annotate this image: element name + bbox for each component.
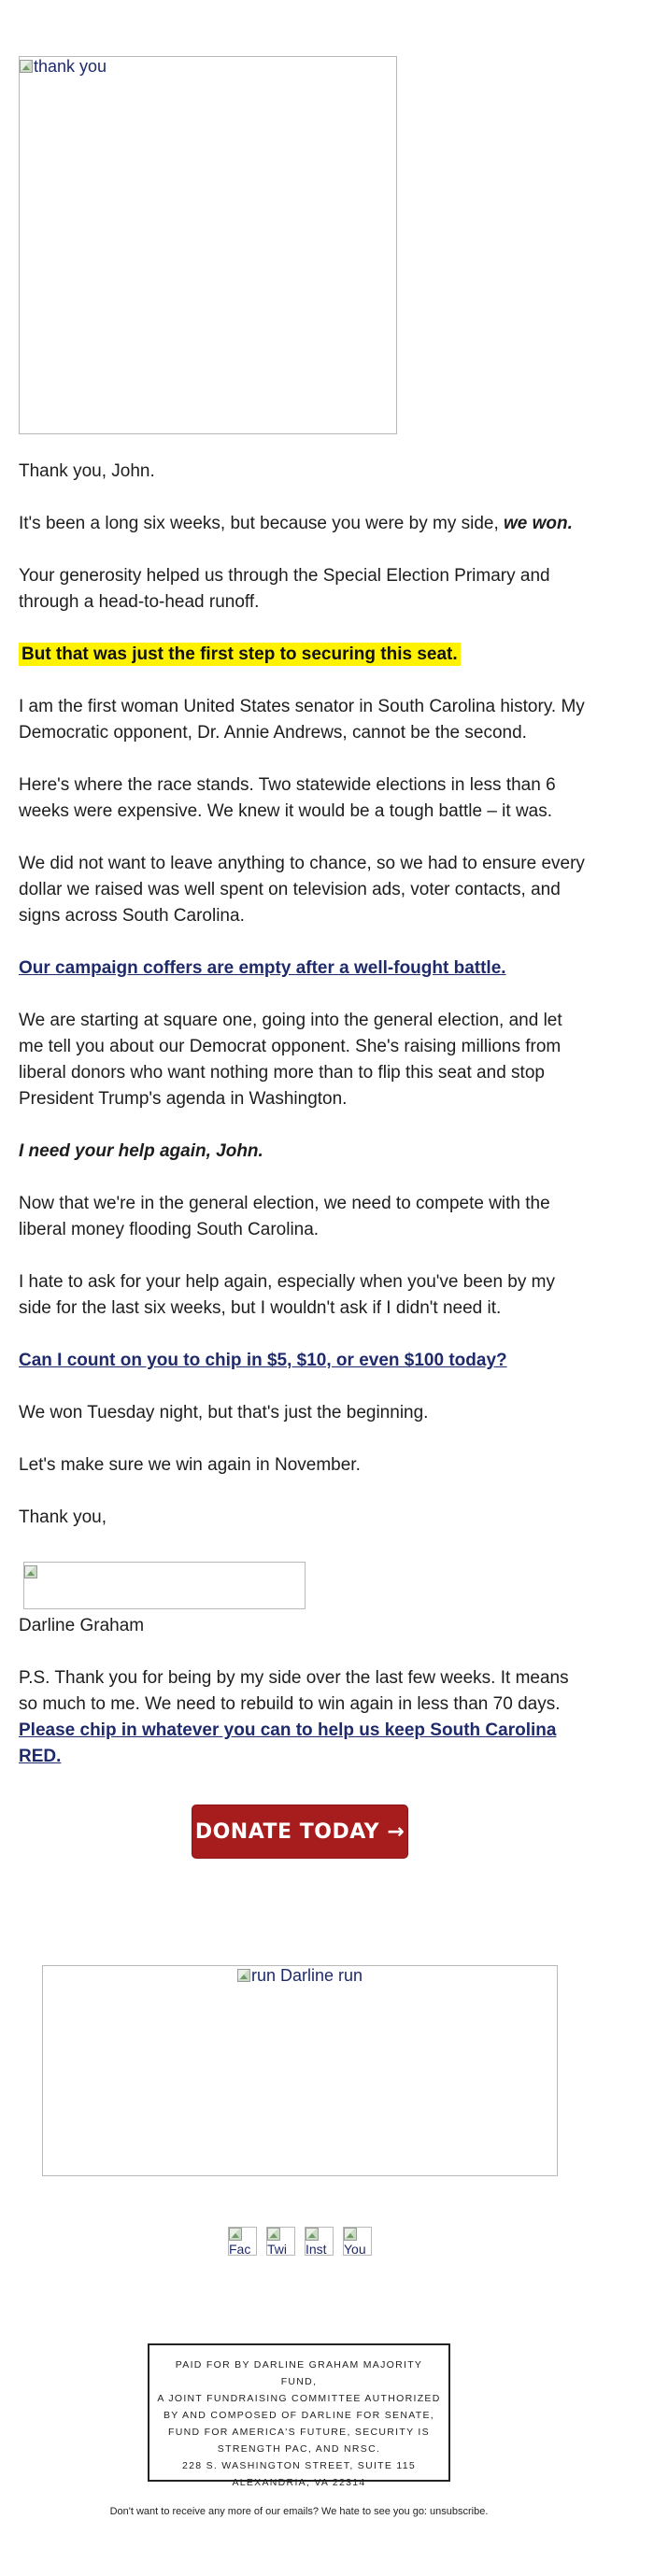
highlight-text: But that was just the first step to securing this seat. bbox=[19, 643, 461, 666]
run-darline-run-image bbox=[42, 1965, 558, 2176]
disclaimer-line: ALEXANDRIA, VA 22314 bbox=[232, 2477, 366, 2488]
twitter-alt: Twi bbox=[267, 2242, 287, 2256]
instagram-alt: Inst bbox=[306, 2242, 327, 2256]
paragraph-8: Now that we're in the general election, we need to compete with the liberal money flooding South Carolina. bbox=[19, 1194, 550, 1239]
broken-image-icon bbox=[237, 1969, 250, 1982]
youtube-icon[interactable] bbox=[343, 2227, 372, 2256]
disclaimer-line: 228 S. WASHINGTON STREET, SUITE 115 bbox=[181, 2460, 417, 2471]
paragraph-3: I am the first woman United States senator in South Carolina history. My Democratic opponent, Dr. Annie Andrews, cannot be the second. bbox=[19, 697, 585, 743]
thank-you-image bbox=[19, 56, 397, 434]
broken-image-icon bbox=[306, 2228, 319, 2241]
disclaimer-line: FUND FOR AMERICA'S FUTURE, SECURITY IS bbox=[168, 2427, 430, 2438]
need-help-text: I need your help again, John. bbox=[19, 1141, 263, 1161]
link-paragraph-2 bbox=[19, 1348, 589, 1374]
paragraph-4: Here's where the race stands. Two statewide elections in less than 6 weeks were expensive. We knew it would be a tough battle – it was. bbox=[19, 775, 556, 821]
broken-image-icon bbox=[267, 2228, 280, 2241]
thank-you-image-alt: thank you bbox=[34, 57, 107, 76]
instagram-icon[interactable] bbox=[305, 2227, 334, 2256]
paid-for-disclaimer bbox=[148, 2343, 450, 2488]
signoff: Thank you, bbox=[19, 1507, 107, 1527]
chip-in-link[interactable]: Can I count on you to chip in $5, $10, or even $100 today? bbox=[19, 1351, 507, 1370]
disclaimer-line: A JOINT FUNDRAISING COMMITTEE AUTHORIZED bbox=[157, 2393, 441, 2404]
paragraph-11: Let's make sure we win again in November. bbox=[19, 1455, 361, 1475]
greeting: Thank you, John. bbox=[19, 461, 155, 481]
signature-image bbox=[23, 1562, 306, 1609]
paragraph-1 bbox=[19, 511, 589, 537]
paragraph-9: I hate to ask for your help again, especially when you've been by my side for the last six weeks, but I wouldn't ask if I didn't need it. bbox=[19, 1272, 555, 1318]
disclaimer-line: STRENGTH PAC, AND NRSC. bbox=[217, 2443, 381, 2455]
disclaimer-line: BY AND COMPOSED OF DARLINE FOR SENATE, bbox=[164, 2410, 434, 2421]
paragraph-5: We did not want to leave anything to chance, so we had to ensure every dollar we raised was well spent on television ads, voter contacts, and signs across South Carolina. bbox=[19, 854, 585, 926]
facebook-alt: Fac bbox=[229, 2242, 251, 2256]
paragraph-7 bbox=[19, 1139, 589, 1165]
signature-name: Darline Graham bbox=[19, 1616, 145, 1635]
paragraph-10: We won Tuesday night, but that's just the beginning. bbox=[19, 1403, 429, 1422]
donate-today-button[interactable]: DONATE TODAY → bbox=[192, 1805, 408, 1859]
unsubscribe-text[interactable]: Don't want to receive any more of our emails? We hate to see you go: unsubscribe. bbox=[109, 2506, 489, 2517]
paragraph-1-text: It's been a long six weeks, but because you were by my side, bbox=[19, 514, 505, 533]
link-paragraph-1 bbox=[19, 955, 589, 982]
paragraph-2: Your generosity helped us through the Special Election Primary and through a head-to-head runoff. bbox=[19, 566, 550, 612]
highlight-paragraph bbox=[19, 642, 589, 668]
disclaimer-line: PAID FOR BY DARLINE GRAHAM MAJORITY FUND, bbox=[175, 2359, 423, 2387]
paragraph-6: We are starting at square one, going into the general election, and let me tell you about our Democrat opponent. She's raising millions from liberal donors who want nothing more than to flip this seat and stop President Trump's agenda in Washington. bbox=[19, 1011, 562, 1109]
youtube-alt: You bbox=[344, 2242, 366, 2256]
broken-image-icon bbox=[229, 2228, 242, 2241]
broken-image-icon bbox=[24, 1565, 37, 1578]
ps-text: P.S. Thank you for being by my side over the last few weeks. It means so much to me. We need to rebuild to win again in less than 70 days. bbox=[19, 1668, 569, 1714]
facebook-icon[interactable] bbox=[228, 2227, 257, 2256]
ps-paragraph bbox=[19, 1665, 589, 1770]
coffers-link[interactable]: Our campaign coffers are empty after a well-fought battle. bbox=[19, 958, 506, 978]
run-darline-run-alt: run Darline run bbox=[250, 1966, 363, 1985]
twitter-icon[interactable] bbox=[266, 2227, 295, 2256]
paragraph-1-emphasis: we won. bbox=[504, 514, 573, 533]
ps-link[interactable]: Please chip in whatever you can to help us keep South Carolina RED. bbox=[19, 1720, 557, 1766]
broken-image-icon bbox=[344, 2228, 357, 2241]
broken-image-icon bbox=[20, 60, 33, 73]
